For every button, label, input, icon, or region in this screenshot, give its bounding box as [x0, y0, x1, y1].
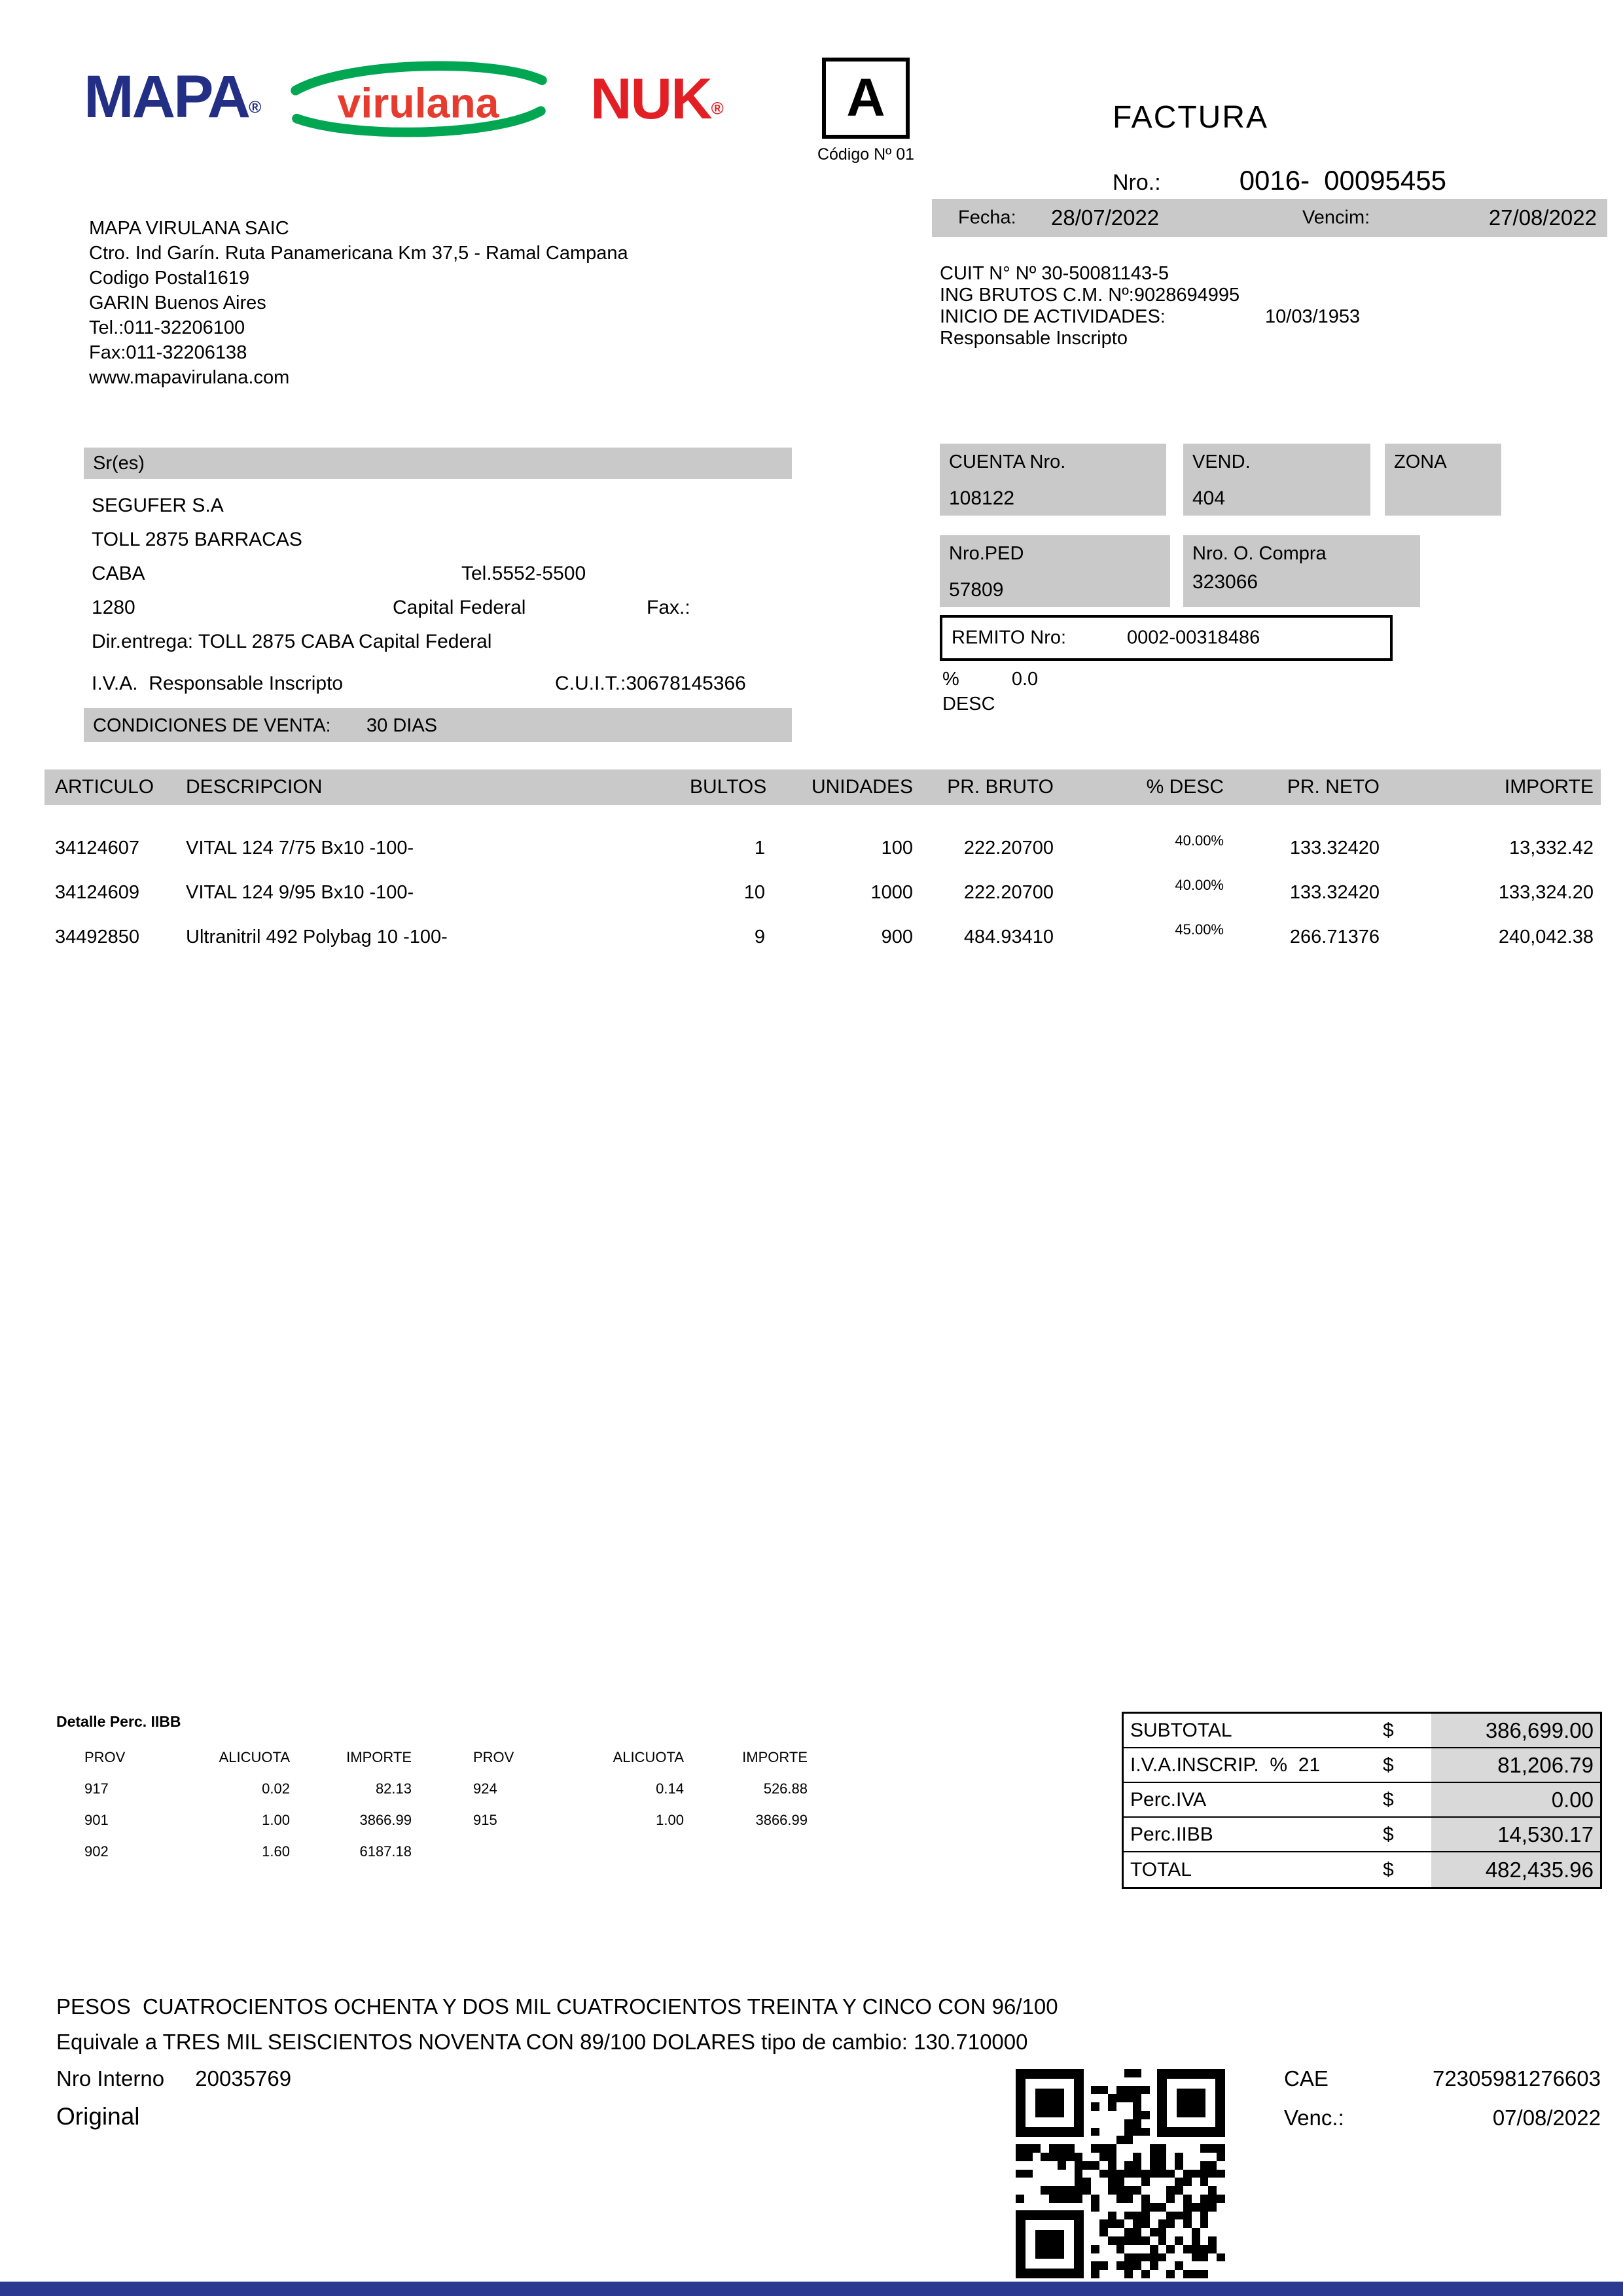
- item-desc-pct: 45.00%: [1175, 921, 1224, 938]
- currency-symbol: $: [1383, 1788, 1394, 1810]
- total-value: 14,530.17: [1431, 1818, 1600, 1851]
- perc-cell: 0.14: [656, 1780, 684, 1797]
- inicio-actividades-line: [940, 306, 1361, 328]
- perc-col-alicuota: ALICUOTA: [613, 1749, 684, 1765]
- invoice-number-value: 00095455: [1324, 165, 1446, 196]
- company-block: [89, 216, 628, 390]
- item-bultos: 9: [754, 926, 765, 947]
- total-label: SUBTOTAL: [1130, 1719, 1232, 1741]
- perc-col-importe: IMPORTE: [346, 1749, 412, 1765]
- item-articulo: 34492850: [55, 926, 140, 947]
- perc-cell: 917: [84, 1780, 109, 1797]
- totals-row-perc-iva: [1124, 1783, 1600, 1818]
- dollar-equivalent: Equivale a TRES MIL SEISCIENTOS NOVENTA CON 89/100 DOLARES tipo de cambio: 130.710000: [56, 2030, 1028, 2054]
- totals-row-perc-iibb: [1124, 1818, 1600, 1852]
- item-pr-bruto: 222.20700: [963, 881, 1054, 903]
- items-table-body: [45, 826, 1601, 959]
- internal-number-line: [56, 2066, 291, 2091]
- customer-province: Capital Federal: [393, 597, 526, 618]
- mapa-logo-text: MAPA: [84, 63, 249, 130]
- col-header-pr-neto: PR. NETO: [1287, 776, 1380, 798]
- item-unidades: 900: [881, 926, 913, 947]
- customer-iva-condition: I.V.A. Responsable Inscripto: [92, 673, 344, 694]
- company-tel: Tel.:011-32206100: [89, 317, 245, 338]
- internal-number-label: Nro Interno: [56, 2066, 165, 2091]
- perc-row: [56, 1843, 842, 1860]
- customer-city: CABA: [92, 563, 145, 584]
- purchase-order-value: 323066: [1192, 571, 1258, 593]
- col-header-articulo: ARTICULO: [55, 776, 154, 798]
- purchase-order-box: [1183, 535, 1420, 607]
- perc-iibb-title: Detalle Perc. IIBB: [56, 1713, 181, 1730]
- currency-symbol: $: [1383, 1754, 1394, 1776]
- customer-tel: Tel.5552-5500: [461, 563, 586, 584]
- perc-cell: 526.88: [763, 1780, 808, 1797]
- item-descripcion: Ultranitril 492 Polybag 10 -100-: [186, 926, 448, 947]
- company-address3: GARIN Buenos Aires: [89, 292, 266, 313]
- item-articulo: 34124607: [55, 837, 140, 858]
- item-articulo: 34124609: [55, 881, 140, 903]
- footer-accent-bar: [0, 2282, 1623, 2296]
- qr-finder-icon: [1157, 2069, 1225, 2137]
- company-cuit: CUIT N° Nº 30-50081143-5: [940, 263, 1169, 284]
- item-pr-neto: 266.71376: [1289, 926, 1380, 947]
- items-table-header: [45, 769, 1601, 805]
- account-number: 108122: [949, 487, 1015, 509]
- account-label: CUENTA Nro.: [949, 451, 1066, 472]
- customer-delivery-address: Dir.entrega: TOLL 2875 CABA Capital Federal: [92, 631, 492, 652]
- perc-cell: [684, 1843, 808, 1860]
- perc-cell: 3866.99: [359, 1812, 412, 1828]
- cae-venc-value: 07/08/2022: [1492, 2106, 1601, 2130]
- item-importe: 240,042.38: [1498, 926, 1594, 947]
- company-address1: Ctro. Ind Garín. Ruta Panamericana Km 37,5 - Ramal Campana: [89, 243, 628, 264]
- mapa-logo: [84, 63, 261, 132]
- perc-cell: 6187.18: [359, 1843, 412, 1860]
- fiscal-block: [940, 263, 1361, 349]
- vencim-value: 27/08/2022: [1488, 205, 1597, 230]
- perc-iibb-section: [56, 1713, 842, 1860]
- total-value: 386,699.00: [1431, 1714, 1600, 1747]
- zone-box: [1385, 444, 1501, 516]
- col-header-importe: IMPORTE: [1504, 776, 1594, 798]
- vendor-box: [1183, 444, 1370, 516]
- table-row: [45, 826, 1601, 870]
- item-importe: 13,332.42: [1508, 837, 1594, 858]
- col-header-pr-bruto: PR. BRUTO: [947, 776, 1054, 798]
- perc-cell: 1.60: [262, 1843, 290, 1860]
- qr-finder-icon: [1016, 2210, 1084, 2278]
- perc-cell: 924: [473, 1780, 497, 1797]
- virulana-logo-text: virulana: [337, 79, 499, 127]
- perc-cell: 3866.99: [755, 1812, 808, 1828]
- total-label: TOTAL: [1130, 1858, 1192, 1881]
- perc-cell: 0.02: [262, 1780, 290, 1797]
- table-row: [45, 915, 1601, 959]
- sale-conditions-label: CONDICIONES DE VENTA:: [93, 715, 331, 736]
- invoice-number-prefix: 0016-: [1239, 165, 1310, 196]
- currency-symbol: $: [1383, 1719, 1394, 1741]
- perc-cell: 82.13: [375, 1780, 412, 1797]
- nuk-logo-text: NUK: [590, 66, 711, 131]
- total-label: Perc.IIBB: [1130, 1823, 1213, 1845]
- item-descripcion: VITAL 124 9/95 Bx10 -100-: [186, 881, 414, 903]
- nuk-logo: [590, 65, 724, 132]
- item-importe: 133,324.20: [1498, 881, 1594, 903]
- company-condicion-iva: Responsable Inscripto: [940, 328, 1128, 349]
- currency-symbol: $: [1383, 1858, 1394, 1881]
- zone-label: ZONA: [1394, 451, 1447, 472]
- customer-address: TOLL 2875 BARRACAS: [92, 529, 302, 550]
- discount-desc-label: DESC: [942, 694, 995, 715]
- inicio-actividades-label: INICIO DE ACTIVIDADES:: [940, 306, 1166, 327]
- perc-row: [56, 1812, 842, 1829]
- perc-col-alicuota: ALICUOTA: [219, 1749, 290, 1765]
- sale-conditions-value: 30 DIAS: [366, 715, 437, 736]
- vendor-label: VEND.: [1192, 451, 1251, 472]
- currency-symbol: $: [1383, 1823, 1394, 1845]
- cae-label: CAE: [1284, 2066, 1329, 2091]
- registered-mark-icon: ®: [711, 98, 724, 118]
- vendor-number: 404: [1192, 487, 1226, 509]
- registered-mark-icon: ®: [249, 97, 262, 117]
- vencim-label: Vencim:: [1302, 207, 1370, 228]
- item-desc-pct: 40.00%: [1175, 877, 1224, 893]
- cae-value: 72305981276603: [1433, 2066, 1601, 2091]
- sale-conditions-bar: [84, 708, 792, 742]
- total-label: I.V.A.INSCRIP. % 21: [1130, 1754, 1321, 1776]
- perc-cell: [567, 1843, 684, 1860]
- item-pr-neto: 133.32420: [1289, 837, 1380, 858]
- company-fax: Fax:011-32206138: [89, 342, 247, 363]
- order-number-box: [940, 535, 1170, 607]
- company-address2: Codigo Postal1619: [89, 268, 250, 289]
- fecha-value: 28/07/2022: [1051, 205, 1160, 230]
- perc-iibb-header: [56, 1749, 842, 1766]
- amount-in-words: PESOS CUATROCIENTOS OCHENTA Y DOS MIL CUATROCIENTOS TREINTA Y CINCO CON 96/100: [56, 1994, 1058, 2019]
- internal-number-value: 20035769: [195, 2066, 292, 2091]
- perc-cell: 1.00: [656, 1812, 684, 1828]
- total-value: 81,206.79: [1431, 1748, 1600, 1782]
- cae-venc-label: Venc.:: [1284, 2106, 1344, 2130]
- item-bultos: 10: [743, 881, 765, 903]
- item-pr-bruto: 484.93410: [963, 926, 1054, 947]
- totals-box: [1122, 1712, 1602, 1889]
- invoice-number-row: [1113, 165, 1446, 196]
- customer-cuit: C.U.I.T.:30678145366: [555, 673, 746, 694]
- item-pr-neto: 133.32420: [1289, 881, 1380, 903]
- item-desc-pct: 40.00%: [1175, 832, 1224, 849]
- discount-pct-label: %: [942, 669, 959, 690]
- item-pr-bruto: 222.20700: [963, 837, 1054, 858]
- virulana-logo: [284, 56, 552, 145]
- col-header-descripcion: DESCRIPCION: [186, 776, 323, 798]
- remito-number: 0002-00318486: [1127, 627, 1260, 648]
- invoice-letter: A: [846, 68, 885, 128]
- perc-cell: [412, 1843, 567, 1860]
- totals-row-total: [1124, 1852, 1600, 1887]
- perc-row: [56, 1780, 842, 1797]
- table-row: [45, 870, 1601, 915]
- perc-col-prov: PROV: [473, 1749, 514, 1765]
- item-bultos: 1: [754, 837, 765, 858]
- company-website: www.mapavirulana.com: [89, 367, 290, 388]
- account-box: [940, 444, 1166, 516]
- remito-box: [940, 615, 1393, 661]
- perc-col-prov: PROV: [84, 1749, 126, 1765]
- item-descripcion: VITAL 124 7/75 Bx10 -100-: [186, 837, 414, 858]
- item-unidades: 1000: [870, 881, 913, 903]
- invoice-code-caption: Código Nº 01: [817, 145, 915, 164]
- perc-cell: 1.00: [262, 1812, 290, 1828]
- customer-header-bar: Sr(es): [84, 448, 792, 479]
- col-header-unidades: UNIDADES: [811, 776, 913, 798]
- perc-cell: 901: [84, 1812, 109, 1828]
- customer-name: SEGUFER S.A: [92, 495, 224, 516]
- customer-fax-label: Fax.:: [647, 597, 690, 618]
- discount-pct-line: [942, 669, 1038, 690]
- company-name: MAPA VIRULANA SAIC: [89, 218, 289, 239]
- col-header-desc-pct: % DESC: [1146, 776, 1224, 798]
- virulana-logo-svg: [284, 56, 552, 141]
- qr-finder-icon: [1016, 2069, 1084, 2137]
- total-value: 482,435.96: [1431, 1852, 1600, 1887]
- invoice-number-label: Nro.:: [1113, 170, 1161, 195]
- perc-col-importe: IMPORTE: [742, 1749, 808, 1765]
- perc-cell: 902: [84, 1843, 109, 1860]
- document-title: FACTURA: [1113, 100, 1269, 135]
- remito-label: REMITO Nro:: [952, 627, 1067, 648]
- total-label: Perc.IVA: [1130, 1788, 1207, 1810]
- order-number-label: Nro.PED: [949, 543, 1024, 564]
- discount-pct-value: 0.0: [1011, 669, 1039, 690]
- col-header-bultos: BULTOS: [690, 776, 767, 798]
- perc-cell: 915: [473, 1812, 497, 1828]
- order-number-value: 57809: [949, 579, 1004, 601]
- total-value: 0.00: [1431, 1783, 1600, 1816]
- inicio-actividades-value: 10/03/1953: [1265, 306, 1361, 327]
- invoice-letter-box: [822, 58, 910, 139]
- totals-row-subtotal: [1124, 1714, 1600, 1748]
- item-unidades: 100: [881, 837, 913, 858]
- customer-zip: 1280: [92, 597, 135, 618]
- totals-row-iva: [1124, 1748, 1600, 1783]
- qr-code: [1016, 2069, 1225, 2278]
- purchase-order-label: Nro. O. Compra: [1192, 543, 1327, 564]
- company-ing-brutos: ING BRUTOS C.M. Nº:9028694995: [940, 285, 1240, 306]
- date-bar: [932, 199, 1607, 237]
- copy-type-label: Original: [56, 2103, 140, 2130]
- fecha-label: Fecha:: [958, 207, 1016, 228]
